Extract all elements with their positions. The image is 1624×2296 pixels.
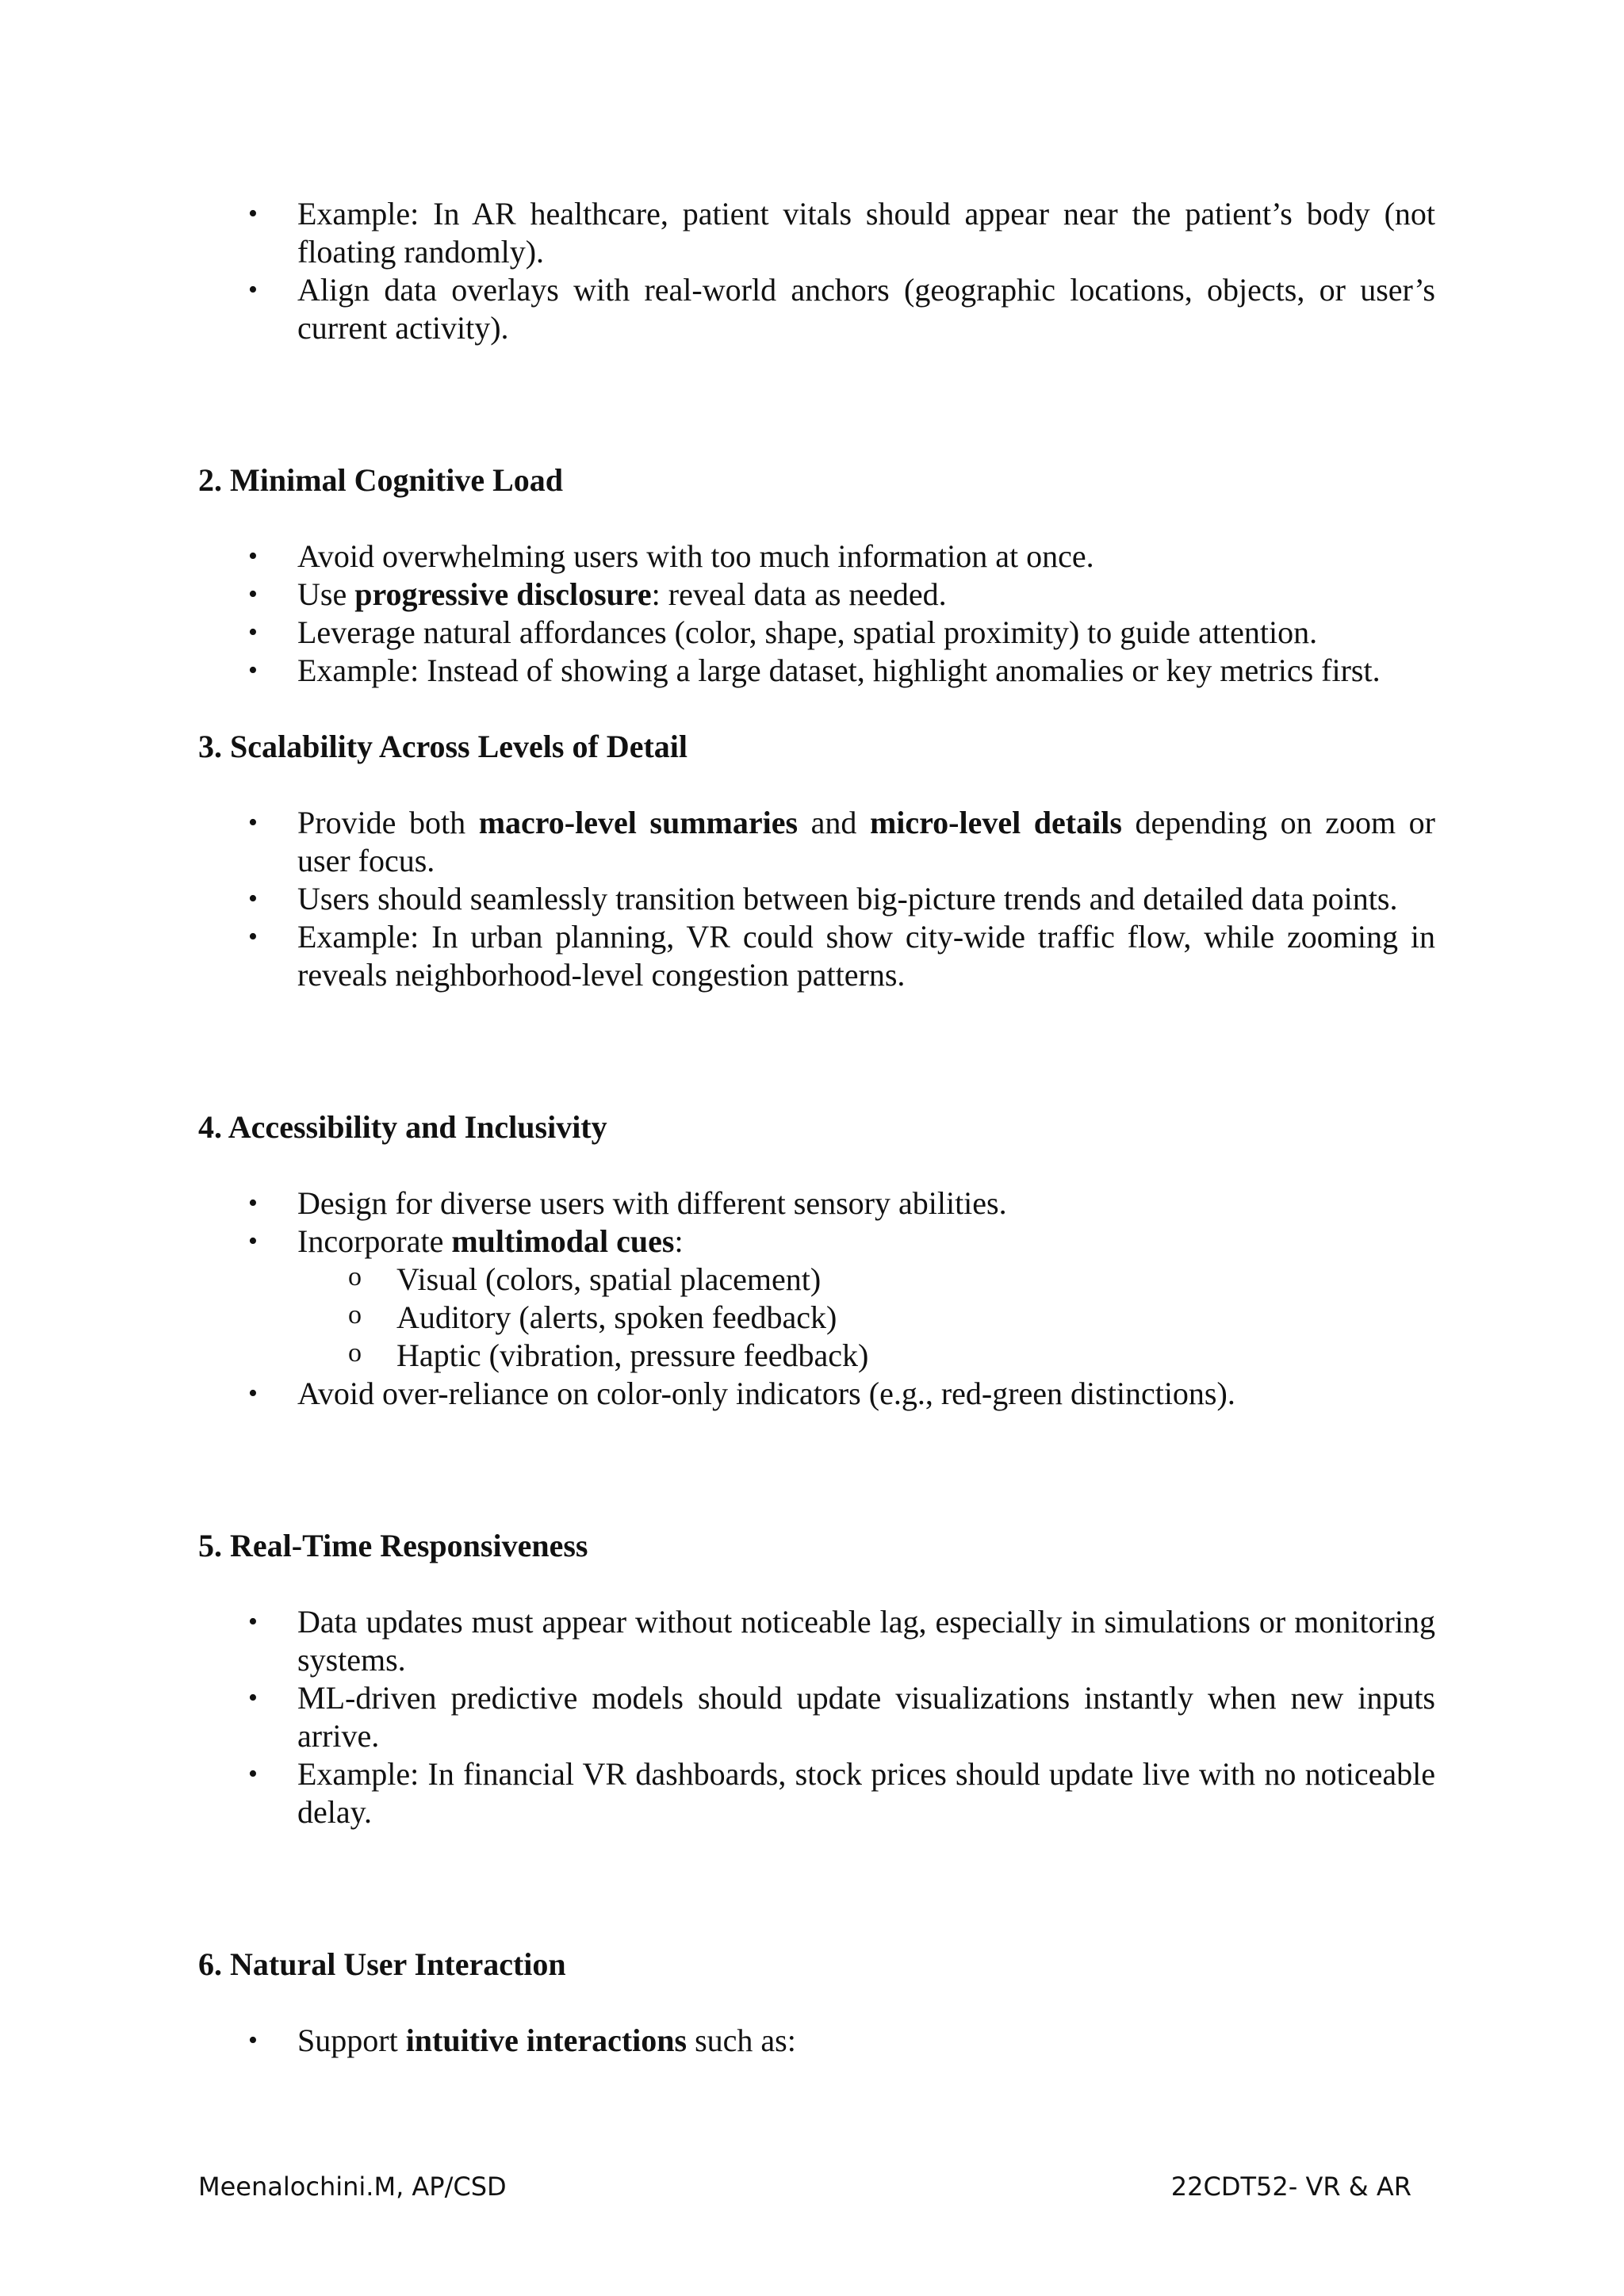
footer-course-code: 22CDT52- VR & AR [1170, 2172, 1411, 2202]
text-run: : reveal data as needed. [651, 576, 947, 612]
list-item: • Example: In financial VR dashboards, stock prices should update live with no noticeable delay. [198, 1755, 1435, 1831]
section-heading-3: 3. Scalability Across Levels of Detail [198, 729, 688, 764]
text-run: depending on zoom or user focus. [297, 805, 1435, 878]
spacer [198, 1831, 1435, 1946]
list-item [198, 576, 1435, 614]
section4-bullet-list [198, 1184, 1435, 1413]
list-item: • Avoid over-reliance on color-only indicators (e.g., red-green distinctions). [198, 1375, 1435, 1413]
list-item: • Example: In urban planning, VR could show city-wide traffic flow, while zooming in reveals neighborhood-level congestion patterns. [198, 918, 1435, 994]
list-item: • Design for diverse users with different sensory abilities. [198, 1184, 1435, 1223]
text-run: and [798, 805, 870, 840]
text-run: Support [297, 2022, 406, 2058]
list-item: • ML-driven predictive models should update visualizations instantly when new inputs arrive. [198, 1679, 1435, 1755]
sub-list-item: o Auditory (alerts, spoken feedback) [297, 1299, 1435, 1337]
text-run: Use [297, 576, 355, 612]
bold-text: intuitive interactions [405, 2022, 688, 2058]
sub-list-item: o Visual (colors, spatial placement) [297, 1261, 1435, 1299]
section-heading-4: 4. Accessibility and Inclusivity [198, 1109, 607, 1145]
list-item: • Users should seamlessly transition between big-picture trends and detailed data points. [198, 880, 1435, 918]
list-item: • Data updates must appear without noticeable lag, especially in simulations or monitoring systems. [198, 1603, 1435, 1679]
list-item: • Example: Instead of showing a large dataset, highlight anomalies or key metrics first. [198, 652, 1435, 690]
list-item: • Example: In AR healthcare, patient vitals should appear near the patient’s body (not floating randomly). [198, 195, 1435, 271]
spacer [198, 690, 1435, 728]
footer-author: Meenalochini.M, AP/CSD [198, 2172, 507, 2202]
text-run: Provide both [297, 805, 479, 840]
section5-bullet-list [198, 1603, 1435, 1831]
section-heading-6: 6. Natural User Interaction [198, 1946, 566, 1982]
spacer [198, 994, 1435, 1108]
list-item [198, 2022, 1435, 2060]
section3-bullet-list [198, 804, 1435, 994]
bold-text: multimodal cues [451, 1223, 675, 1259]
section-heading-5: 5. Real-Time Responsiveness [198, 1528, 588, 1563]
section6-bullet-list [198, 2022, 1435, 2060]
page-content [198, 195, 1435, 2060]
text-run: such as: [687, 2022, 796, 2058]
bold-text: macro-level summaries [478, 805, 799, 840]
spacer [198, 347, 1435, 461]
intro-bullet-list [198, 195, 1435, 347]
section-heading-2: 2. Minimal Cognitive Load [198, 462, 564, 498]
list-item: • Avoid overwhelming users with too much information at once. [198, 538, 1435, 576]
sub-bullet-list [297, 1261, 1435, 1375]
sub-list-item: o Haptic (vibration, pressure feedback) [297, 1337, 1435, 1375]
bold-text: progressive disclosure [354, 576, 652, 612]
list-item [198, 804, 1435, 880]
text-run: Incorporate [297, 1223, 452, 1259]
list-item [198, 1223, 1435, 1375]
spacer [198, 1413, 1435, 1527]
text-run: : [674, 1223, 684, 1259]
list-item: • Align data overlays with real-world anchors (geographic locations, objects, or user’s current activity). [198, 271, 1435, 347]
list-item: • Leverage natural affordances (color, shape, spatial proximity) to guide attention. [198, 614, 1435, 652]
section2-bullet-list [198, 538, 1435, 690]
bold-text: micro-level details [869, 805, 1122, 840]
